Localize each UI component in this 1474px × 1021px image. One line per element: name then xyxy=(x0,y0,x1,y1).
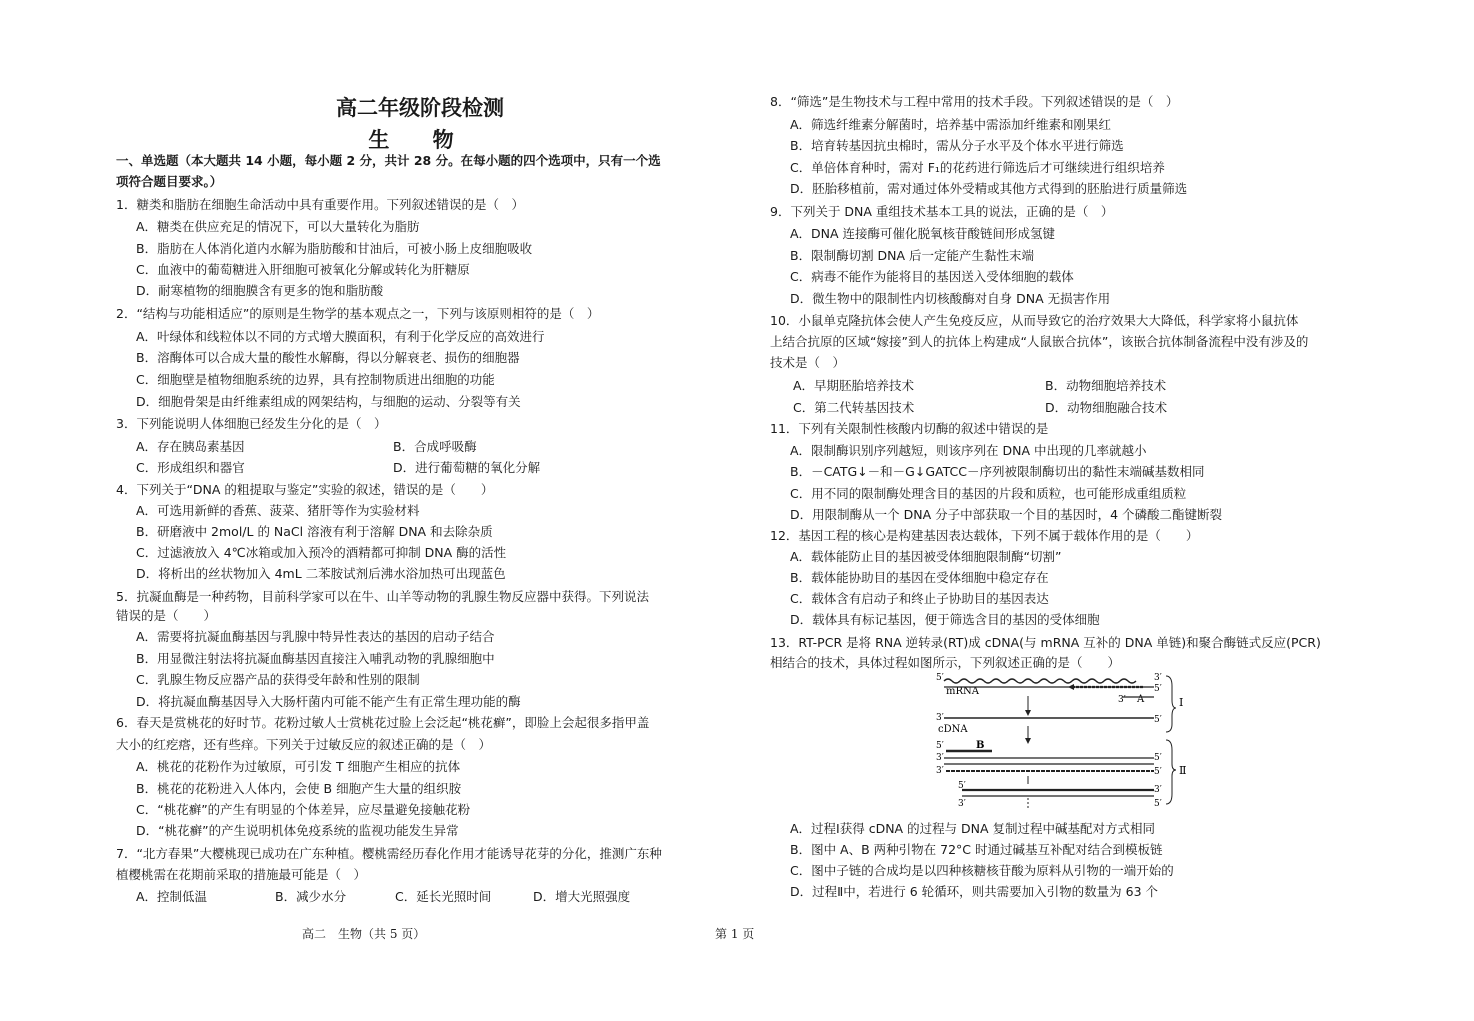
q3-option-d: D．进行葡萄糖的氧化分解 xyxy=(393,460,541,475)
q1-option-c: C．血液中的葡萄糖进入肝细胞可被氧化分解或转化为肝糖原 xyxy=(136,262,470,277)
q2-stem: 2．“结构与功能相适应”的原则是生物学的基本观点之一，下列与该原则相符的是（ ） xyxy=(116,306,600,321)
q4-option-a: A．可选用新鲜的香蕉、菠菜、猪肝等作为实验材料 xyxy=(136,503,420,518)
q10-stem-line1: 10．小鼠单克隆抗体会使人产生免疫反应，从而导致它的治疗效果大大降低，科学家将小鼠抗体 xyxy=(770,313,1299,328)
q11-option-a: A．限制酶识别序列越短，则该序列在 DNA 中出现的几率就越小 xyxy=(790,443,1147,458)
q7-option-c: C．延长光照时间 xyxy=(395,889,492,904)
q10-option-c: C．第二代转基因技术 xyxy=(793,400,915,415)
q12-option-a: A．载体能防止目的基因被受体细胞限制酶“切割” xyxy=(790,549,1062,564)
strand3-5-label: 5′ xyxy=(958,781,966,791)
q1-option-d: D．耐寒植物的细胞膜含有更多的饱和脂肪酸 xyxy=(136,283,384,298)
footer-subject: 高二 生物（共 5 页） xyxy=(302,927,426,941)
mrna-label: mRNA xyxy=(946,686,979,697)
q4-option-d: D．将析出的丝状物加入 4mL 二苯胺试剂后沸水浴加热可出现蓝色 xyxy=(136,566,506,581)
q1-option-a: A．糖类在供应充足的情况下，可以大量转化为脂肪 xyxy=(136,219,420,234)
bracket-stage-2 xyxy=(1166,740,1176,804)
q10-option-b: B．动物细胞培养技术 xyxy=(1045,378,1167,393)
q7-option-b: B．减少水分 xyxy=(275,889,347,904)
q9-option-c: C．病毒不能作为能将目的基因送入受体细胞的载体 xyxy=(790,269,1074,284)
q13-option-d: D．过程Ⅱ中，若进行 6 轮循环，则共需要加入引物的数量为 63 个 xyxy=(790,884,1159,899)
template-5-label: 5′ xyxy=(1154,684,1162,694)
q9-option-b: B．限制酶切割 DNA 后一定能产生黏性末端 xyxy=(790,248,1035,263)
q6-stem-line1: 6．春天是赏桃花的好时节。花粉过敏人士赏桃花过脸上会泛起“桃花癣”，即脸上会起很多指甲盖 xyxy=(116,715,650,730)
q11-option-c: C．用不同的限制酶处理含目的基因的片段和质粒，也可能形成重组质粒 xyxy=(790,486,1187,501)
bracket-stage-1 xyxy=(1166,676,1176,732)
footer-page-number: 第 1 页 xyxy=(715,927,755,941)
q1-stem: 1．糖类和脂肪在细胞生命活动中具有重要作用。下列叙述错误的是（ ） xyxy=(116,197,524,212)
q5-option-a: A．需要将抗凝血酶基因与乳腺中特异性表达的基因的启动子结合 xyxy=(136,629,495,644)
q7-option-a: A．控制低温 xyxy=(136,889,208,904)
strand2-5-label: 5′ xyxy=(1154,767,1162,777)
q3-option-a: A．存在胰岛素基因 xyxy=(136,439,245,454)
q3-stem: 3．下列能说明人体细胞已经发生分化的是（ ） xyxy=(116,416,387,431)
q11-stem: 11．下列有关限制性核酸内切酶的叙述中错误的是 xyxy=(770,421,1049,436)
q5-option-b: B．用显微注射法将抗凝血酶基因直接注入哺乳动物的乳腺细胞中 xyxy=(136,651,495,666)
q7-option-d: D．增大光照强度 xyxy=(533,889,631,904)
q4-option-b: B．研磨液中 2mol/L 的 NaCl 溶液有利于溶解 DNA 和去除杂质 xyxy=(136,524,493,539)
q10-option-a: A．早期胚胎培养技术 xyxy=(793,378,915,393)
q5-stem-line2: 错误的是（ ） xyxy=(116,608,217,623)
q13-stem-line1: 13．RT-PCR 是将 RNA 逆转录(RT)成 cDNA(与 mRNA 互补的 DNA 单链)和聚合酶链式反应(PCR) xyxy=(770,635,1321,650)
strand2-3-label: 3′ xyxy=(936,766,944,776)
rt-pcr-diagram xyxy=(932,672,1192,812)
strand1-5-label: 5′ xyxy=(1154,753,1162,763)
stage-1-label: Ⅰ xyxy=(1179,696,1184,709)
q12-stem: 12．基因工程的核心是构建基因表达载体，下列不属于载体作用的是（ ） xyxy=(770,528,1199,543)
q4-option-c: C．过滤液放入 4℃冰箱或加入预冷的酒精都可抑制 DNA 酶的活性 xyxy=(136,545,507,560)
q6-option-b: B．桃花的花粉进入人体内，会使 B 细胞产生大量的组织胺 xyxy=(136,781,462,796)
q8-stem: 8．“筛选”是生物技术与工程中常用的技术手段。下列叙述错误的是（ ） xyxy=(770,94,1179,109)
mrna-strand xyxy=(944,679,1136,683)
mrna-3-label: 3′ xyxy=(1154,673,1162,683)
b-5-label: 5′ xyxy=(936,741,944,751)
q2-option-d: D．细胞骨架是由纤维素组成的网架结构，与细胞的运动、分裂等有关 xyxy=(136,394,521,409)
q10-stem-line2: 上结合抗原的区域“嫁接”到人的抗体上构建成“人鼠嵌合抗体”，该嵌合抗体制备流程中没有涉及的 xyxy=(770,334,1309,349)
q6-option-d: D．“桃花癣”的产生说明机体免疫系统的监视功能发生异常 xyxy=(136,823,459,838)
q5-stem-line1: 5．抗凝血酶是一种药物，目前科学家可以在牛、山羊等动物的乳腺生物反应器中获得。下列说法 xyxy=(116,589,649,604)
q2-option-a: A．叶绿体和线粒体以不同的方式增大膜面积，有利于化学反应的高效进行 xyxy=(136,329,545,344)
cdna-3-label: 3′ xyxy=(936,713,944,723)
q13-option-b: B．图中 A、B 两种引物在 72°C 时通过碱基互补配对结合到模板链 xyxy=(790,842,1163,857)
q8-option-b: B．培育转基因抗虫棉时，需从分子水平及个体水平进行筛选 xyxy=(790,138,1124,153)
strand4-3-label: 3′ xyxy=(958,799,966,809)
q13-option-c: C．图中子链的合成均是以四种核糖核苷酸为原料从引物的一端开始的 xyxy=(790,863,1174,878)
q12-option-b: B．载体能协助目的基因在受体细胞中稳定存在 xyxy=(790,570,1049,585)
q1-option-b: B．脂肪在人体消化道内水解为脂肪酸和甘油后，可被小肠上皮细胞吸收 xyxy=(136,241,533,256)
q10-option-d: D．动物细胞融合技术 xyxy=(1045,400,1168,415)
q6-option-a: A．桃花的花粉作为过敏原，可引发 T 细胞产生相应的抗体 xyxy=(136,759,461,774)
q2-option-b: B．溶酶体可以合成大量的酸性水解酶，得以分解衰老、损伤的细胞器 xyxy=(136,350,520,365)
section-heading-line1: 一、单选题（本大题共 14 小题，每小题 2 分，共计 28 分。在每小题的四个选项中，只有一个选 xyxy=(116,153,661,168)
arrow-down-icon-2 xyxy=(1025,738,1031,744)
q12-option-c: C．载体含有启动子和终止子协助目的基因表达 xyxy=(790,591,1049,606)
q9-option-a: A．DNA 连接酶可催化脱氧核苷酸链间形成氢键 xyxy=(790,226,1056,241)
primer-b-label: B xyxy=(976,740,985,751)
q3-option-b: B．合成呼吸酶 xyxy=(393,439,477,454)
q9-stem: 9．下列关于 DNA 重组技术基本工具的说法，正确的是（ ） xyxy=(770,204,1114,219)
q12-option-d: D．载体具有标记基因，便于筛选含目的基因的受体细胞 xyxy=(790,612,1100,627)
q10-stem-line3: 技术是（ ） xyxy=(770,355,846,370)
q2-option-c: C．细胞壁是植物细胞系统的边界，具有控制物质进出细胞的功能 xyxy=(136,372,495,387)
primer-a-label: A xyxy=(1137,694,1145,705)
cdna-5-label: 5′ xyxy=(1154,715,1162,725)
q9-option-d: D．微生物中的限制性内切核酸酶对自身 DNA 无损害作用 xyxy=(790,291,1111,306)
q13-option-a: A．过程Ⅰ获得 cDNA 的过程与 DNA 复制过程中碱基配对方式相同 xyxy=(790,821,1156,836)
strand4-5-label: 5′ xyxy=(1154,799,1162,809)
q8-option-a: A．筛选纤维素分解菌时，培养基中需添加纤维素和刚果红 xyxy=(790,117,1112,132)
q3-option-c: C．形成组织和器官 xyxy=(136,460,245,475)
q7-stem-line2: 植樱桃需在花期前采取的措施最可能是（ ） xyxy=(116,867,367,882)
strand1-3-label: 3′ xyxy=(936,753,944,763)
q5-option-d: D．将抗凝血酶基因导入大肠杆菌内可能不能产生有正常生理功能的酶 xyxy=(136,694,521,709)
q5-option-c: C．乳腺生物反应器产品的获得受年龄和性别的限制 xyxy=(136,672,420,687)
q6-option-c: C．“桃花癣”的产生有明显的个体差异，应尽量避免接触花粉 xyxy=(136,802,471,817)
section-heading-line2: 项符合题目要求。） xyxy=(116,174,223,189)
q8-option-d: D．胚胎移植前，需对通过体外受精或其他方式得到的胚胎进行质量筛选 xyxy=(790,181,1188,196)
q4-stem: 4．下列关于“DNA 的粗提取与鉴定”实验的叙述，错误的是（ ） xyxy=(116,482,494,497)
q13-stem-line2: 相结合的技术，具体过程如图所示，下列叙述正确的是（ ） xyxy=(770,655,1121,670)
mrna-5-label: 5′ xyxy=(936,673,944,683)
arrow-left-icon xyxy=(1068,684,1074,690)
strand3-3-label: 3′ xyxy=(1154,785,1162,795)
arrow-down-icon xyxy=(1025,710,1031,716)
page-title: 高二年级阶段检测 xyxy=(336,95,504,120)
q11-option-d: D．用限制酶从一个 DNA 分子中部获取一个目的基因时，4 个磷酸二酯键断裂 xyxy=(790,507,1223,522)
subject-title: 生 物 xyxy=(368,127,472,152)
q11-option-b: B．－CATG↓－和－G↓GATCC－序列被限制酶切出的黏性末端碱基数相同 xyxy=(790,464,1205,479)
primer-a-3: 3′ xyxy=(1118,695,1126,705)
q8-option-c: C．单倍体育种时，需对 F₁的花药进行筛选后才可继续进行组织培养 xyxy=(790,160,1165,175)
q6-stem-line2: 大小的红疙瘩，还有些痒。下列关于过敏反应的叙述正确的是（ ） xyxy=(116,737,492,752)
cdna-label: cDNA xyxy=(938,724,968,735)
stage-2-label: Ⅱ xyxy=(1179,764,1187,777)
q7-stem-line1: 7．“北方春果”大樱桃现已成功在广东种植。樱桃需经历春化作用才能诱导花芽的分化，推测广东种 xyxy=(116,846,662,861)
